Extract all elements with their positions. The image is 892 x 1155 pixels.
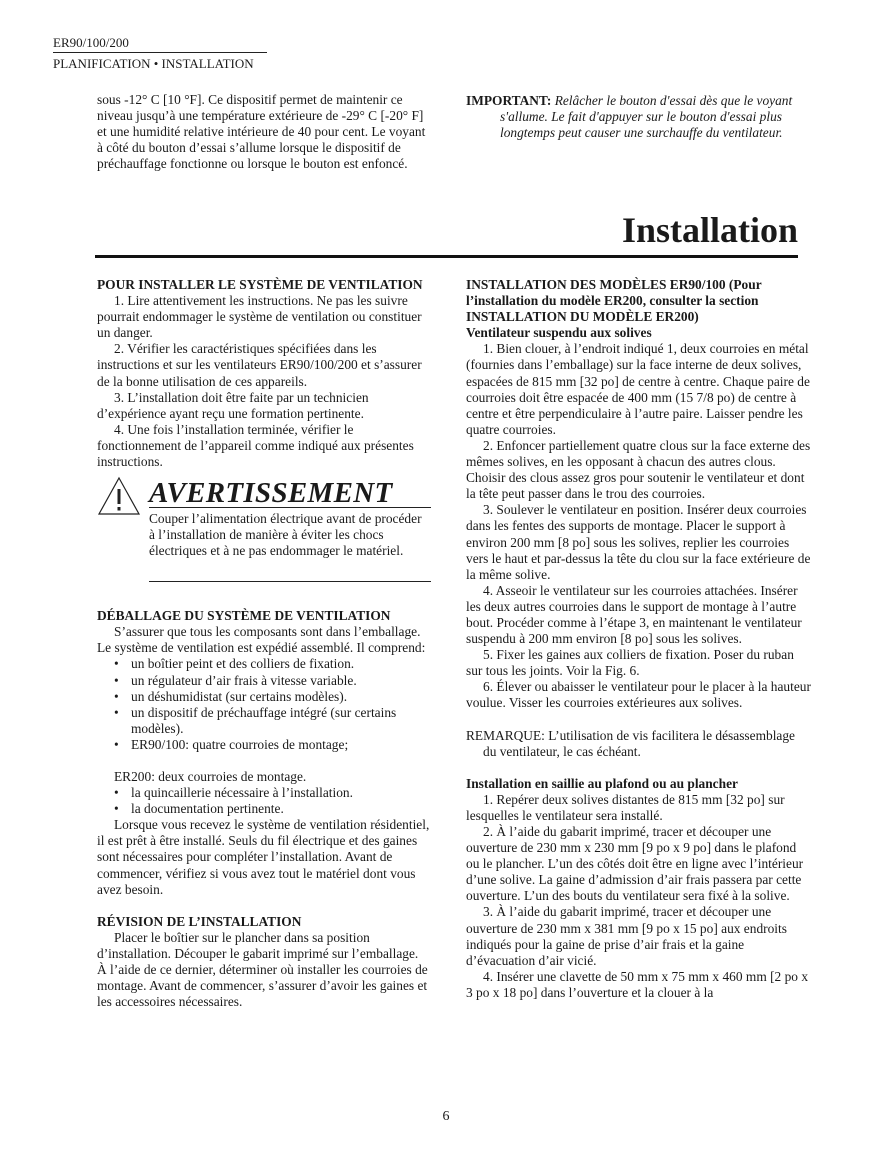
suspended-step-4: 4. Asseoir le ventilateur sur les courroies attachées. Insérer les deux autres courroies dans le support de montage à l’autre bout. Procéder comme à l’étape 3, en maintenant le ventilateur suspendu à 200 mm environ [8 po] sous les solives. (466, 582, 802, 647)
revision-text: Placer le boîtier sur le plancher dans sa position d’installation. Découper le gabarit imprimé sur l’emballage. À l’aide de ce dernier, déterminer où installer les courroies de montage. Avant de commencer, s’assurer d’avoir les gaines et les accessoires nécessaires. (97, 929, 428, 1010)
unpack-list (97, 656, 430, 753)
surface-step-1: 1. Repérer deux solives distantes de 815 mm [32 po] sur lesquelles le ventilateur sera installé. (466, 791, 785, 823)
surface-step-4: 4. Insérer une clavette de 50 mm x 75 mm x 460 mm [2 po x 3 po x 18 po] dans l’ouverture et la clouer à la (466, 968, 809, 1000)
er200-line: ER200: deux courroies de montage. (114, 768, 307, 784)
heading-unpacking: DÉBALLAGE DU SYSTÈME DE VENTILATION (97, 608, 391, 624)
list-item: • la documentation pertinente. (97, 801, 430, 817)
unpack-intro: S’assurer que tous les composants sont dans l’emballage. Le système de ventilation est expédié assemblé. Il comprend: (97, 624, 426, 656)
header-model: ER90/100/200 (53, 35, 129, 50)
heading-install-models: INSTALLATION DES MODÈLES ER90/100 (Pour l’installation du modèle ER200, consulter la section INSTALLATION DU MODÈLE ER200) (466, 277, 762, 325)
right-column (466, 277, 811, 1001)
intro-column-right (466, 93, 811, 141)
warning-title: AVERTISSEMENT (149, 477, 393, 510)
header-section: PLANIFICATION • INSTALLATION (53, 56, 254, 71)
unpack-outro: Lorsque vous recevez le système de ventilation résidentiel, il est prêt à être installé. Seuls du fil électrique et des gaines sont nécessaires pour compléter l’installation. Avant de commencer, vérifiez si vous avez tout le matériel dont vous avez besoin. (97, 817, 430, 897)
heading-surface-mount: Installation en saillie au plafond ou au plancher (466, 775, 738, 791)
intro-paragraph: sous -12° C [10 °F]. Ce dispositif permet de maintenir ce niveau jusqu’à une température extérieure de -29° C [-20° F] et une humidité relative intérieure de 40 pour cent. Le voyant à côté du bouton d’essai s’allume lorsque le dispositif de préchauffage fonctionne ou lorsque le bouton est enfoncé. (97, 92, 426, 172)
heading-install-system: POUR INSTALLER LE SYSTÈME DE VENTILATION (97, 277, 423, 292)
section-rule (95, 255, 798, 258)
intro-column-left (97, 92, 430, 172)
suspended-step-1: 1. Bien clouer, à l’endroit indiqué 1, deux courroies en métal (fournies dans l’emballage) sur la face interne de deux solives, espacées de 815 mm [32 po] de centre à centre. Chaque paire de courroies doit être espacée de 400 mm (15 7/8 po) de centre à centre et être perpendiculaire à l’autre paire. Laisser pendre les quatre courroies. (466, 341, 810, 437)
surface-step-3: 3. À l’aide du gabarit imprimé, tracer et découper une ouverture de 230 mm x 381 mm [9 po x 15 po] aux endroits indiqués pour la gaine de prise d’air frais et la gaine d’évacuation d’air vicié. (466, 904, 787, 968)
list-item: • un dispositif de préchauffage intégré (sur certains modèles). (97, 705, 430, 737)
subheading-suspended: Ventilateur suspendu aux solives (466, 325, 652, 341)
header-rule (53, 52, 267, 53)
suspended-step-6: 6. Élever ou abaisser le ventilateur pour le placer à la hauteur voulue. Visser les courroies extérieures aux solives. (466, 679, 811, 711)
warning-rule-bottom (149, 581, 431, 582)
remark: REMARQUE: L’utilisation de vis facilitera le désassemblage du ventilateur, le cas échéant. (466, 727, 795, 759)
list-item: • la quincaillerie nécessaire à l’installation. (97, 785, 430, 801)
important-label: IMPORTANT: (466, 93, 552, 108)
list-item: • un boîtier peint et des colliers de fixation. (97, 656, 430, 672)
section-title: Installation (621, 210, 798, 250)
important-text: Relâcher le bouton d'essai dès que le voyant s'allume. Le fait d'appuyer sur le bouton d'essai plus longtemps peut causer une surchauffe du ventilateur. (500, 93, 793, 141)
warning-text: Couper l’alimentation électrique avant de procéder à l’installation de manière à éviter les chocs électriques et à ne pas endommager le matériel. (149, 511, 422, 559)
warning-box (97, 476, 430, 588)
install-step-2: 2. Vérifier les caractéristiques spécifiées dans les instructions et sur les ventilateurs ER90/100/200 et s’assurer de la bonne utilisation de ces appareils. (97, 341, 422, 389)
left-column (97, 277, 430, 1010)
important-note (466, 93, 811, 141)
warning-rule-top (149, 507, 431, 508)
list-item: • un régulateur d’air frais à vitesse variable. (97, 673, 430, 689)
list-item: • ER90/100: quatre courroies de montage; (97, 737, 430, 753)
list-item: • un déshumidistat (sur certains modèles). (97, 689, 430, 705)
suspended-step-5: 5. Fixer les gaines aux colliers de fixation. Poser du ruban sur tous les joints. Voir la Fig. 6. (466, 647, 794, 679)
install-step-3: 3. L’installation doit être faite par un technicien d’expérience ayant reçu une formation pertinente. (97, 389, 369, 421)
surface-step-2: 2. À l’aide du gabarit imprimé, tracer et découper une ouverture de 230 mm x 230 mm [9 po x 9 po] dans le plafond ou le plancher. L’un des côtés doit être en ligne avec l’intérieur d’une solive. La gaine d’admission d’air frais passera par cette ouverture. L’un des bouts du ventilateur sera fixé à la solive. (466, 824, 804, 904)
page-number: 6 (442, 1109, 450, 1124)
warning-triangle-icon (97, 476, 141, 516)
heading-revision: RÉVISION DE L’INSTALLATION (97, 913, 302, 929)
install-step-1: 1. Lire attentivement les instructions. Ne pas les suivre pourrait endommager le système de ventilation ou constituer un danger. (97, 293, 422, 341)
suspended-step-3: 3. Soulever le ventilateur en position. Insérer deux courroies dans les fentes des supports de montage. Placer le support à environ 200 mm [8 po] sous les solives, replier les courroies vers le haut et par-dessus la tête du clou sur la face extérieure de la même solive. (466, 502, 811, 582)
page-header (53, 34, 267, 72)
unpack-list-2 (97, 785, 430, 817)
install-step-4: 4. Une fois l’installation terminée, vérifier le fonctionnement de l’appareil comme indiqué aux présentes instructions. (97, 421, 414, 470)
suspended-step-2: 2. Enfoncer partiellement quatre clous sur la face externe des mêmes solives, en les opposant à chacun des autres clous. Choisir des clous assez gros pour soutenir le ventilateur et dont la tête peut passer dans le trou des courroies. (466, 437, 811, 502)
